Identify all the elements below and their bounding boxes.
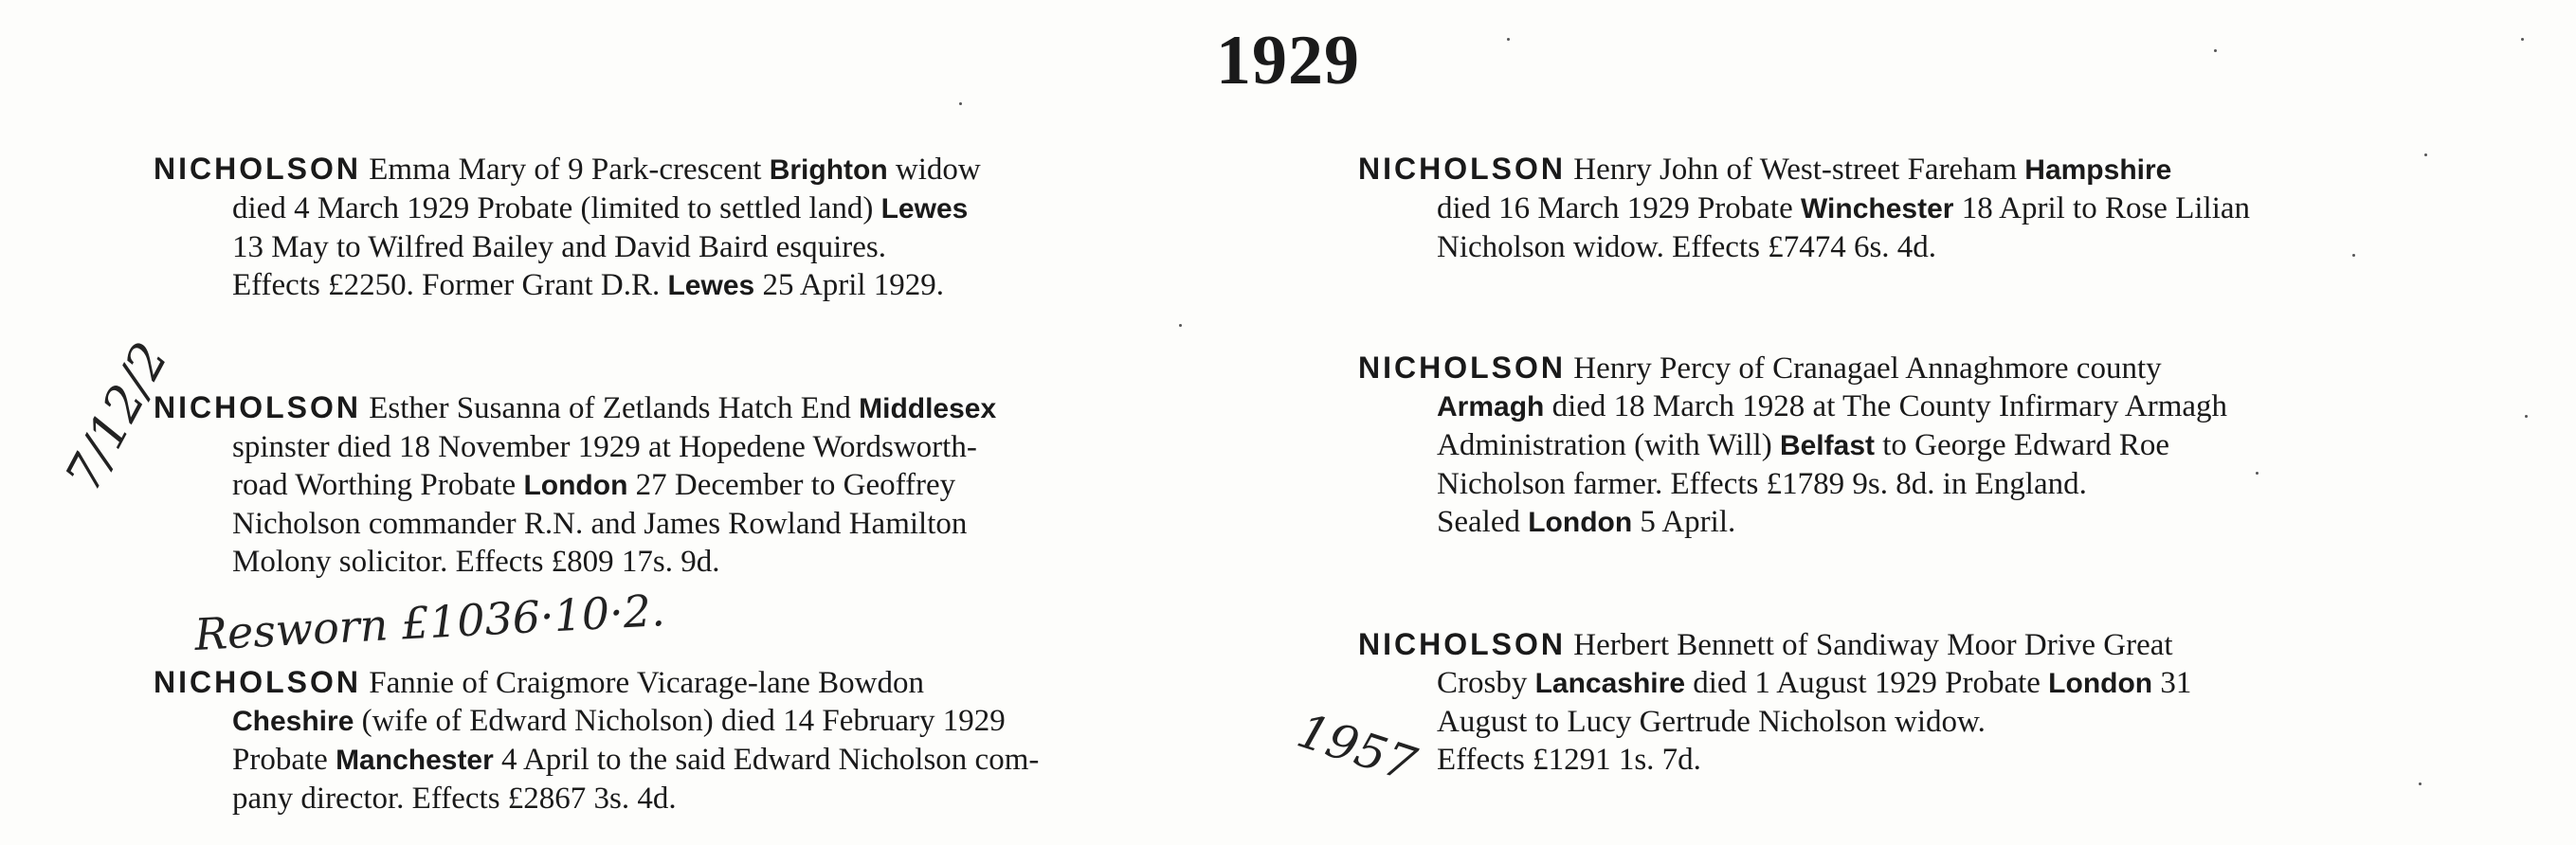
entry-surname: NICHOLSON	[1358, 627, 1566, 661]
entry-text-line	[1358, 387, 2507, 426]
entry-text-line	[154, 780, 1308, 818]
entry-surname: NICHOLSON	[1358, 152, 1566, 186]
entry-text: Molony solicitor. Effects £809 17s. 9d.	[232, 545, 720, 579]
probate-entry	[154, 388, 1308, 581]
entry-text-line	[154, 505, 1308, 543]
entry-text: died 16 March 1929 Probate	[1437, 191, 1801, 225]
entry-text: 13 May to Wilfred Bailey and David Baird esquires.	[232, 230, 886, 264]
probate-entry	[154, 150, 1308, 305]
entry-text: Crosby	[1437, 666, 1535, 700]
entry-text-line	[1358, 228, 2507, 266]
handwritten-year-note: 1957	[1291, 703, 1424, 793]
entry-place-name: Manchester	[336, 745, 494, 776]
entry-place-name: Lewes	[880, 193, 969, 225]
entry-text: Henry Percy of Cranagael Annaghmore county	[1566, 351, 2162, 386]
entry-text: Esther Susanna of Zetlands Hatch End	[361, 391, 860, 425]
entry-text-line	[154, 266, 1308, 305]
entry-text: Administration (with Will)	[1437, 428, 1780, 462]
entry-text: Probate	[232, 743, 336, 777]
entry-place-name: Belfast	[1779, 430, 1875, 461]
scan-speck	[2256, 472, 2259, 475]
scan-speck	[2424, 153, 2427, 156]
entry-text: Emma Mary of 9 Park-crescent	[361, 153, 770, 187]
entry-place-name: Lewes	[667, 270, 755, 301]
scan-speck	[1507, 38, 1510, 41]
entry-text: died 1 August 1929 Probate	[1685, 666, 2049, 700]
entry-text-line	[1358, 189, 2507, 228]
entry-text: 25 April 1929.	[754, 268, 945, 302]
entry-text: (wife of Edward Nicholson) died 14 February 1929	[354, 704, 1006, 738]
entry-text: to George Edward Roe	[1875, 428, 2169, 462]
entry-text: died 18 March 1928 at The County Infirmary Armagh	[1544, 389, 2228, 423]
entry-place-name: London	[2048, 668, 2153, 699]
entry-text-line	[154, 189, 1308, 228]
entry-text-line	[154, 466, 1308, 505]
entry-place-name: Middlesex	[859, 393, 997, 424]
entry-text: Effects £2250. Former Grant D.R.	[232, 268, 668, 302]
entry-place-name: Armagh	[1437, 391, 1545, 422]
entry-text-line	[154, 428, 1308, 466]
probate-entry	[1358, 150, 2507, 266]
entry-text-line	[1358, 503, 2507, 542]
entry-heading-line	[154, 150, 1308, 189]
entry-text: 27 December to Geoffrey	[627, 468, 956, 502]
probate-entry	[1358, 349, 2507, 542]
entry-text: pany director. Effects £2867 3s. 4d.	[232, 782, 677, 816]
entry-place-name: Cheshire	[232, 706, 354, 737]
entry-text-line	[1358, 426, 2507, 465]
entry-text: Effects £1291 1s. 7d.	[1437, 743, 1701, 777]
entry-heading-line	[1358, 625, 2507, 664]
scan-speck	[2525, 415, 2528, 418]
entry-text-line	[154, 228, 1308, 266]
entry-place-name: Winchester	[1801, 193, 1954, 225]
entry-text-line	[154, 543, 1308, 581]
entry-text: 18 April to Rose Lilian	[1953, 191, 2251, 225]
entry-heading-line	[154, 388, 1308, 428]
entry-surname: NICHOLSON	[154, 390, 361, 424]
scan-speck	[2352, 254, 2355, 257]
entry-text: died 4 March 1929 Probate (limited to settled land)	[232, 191, 881, 225]
entry-heading-line	[1358, 150, 2507, 189]
entry-text-line	[1358, 664, 2507, 703]
handwritten-resworn-note: Resworn £1036·10·2.	[192, 584, 666, 660]
entry-text-line	[154, 741, 1308, 780]
entry-place-name: London	[1528, 507, 1633, 538]
entry-place-name: Brighton	[769, 154, 888, 186]
scan-speck	[1179, 324, 1182, 327]
entry-text: 5 April.	[1632, 505, 1736, 539]
scan-speck	[959, 102, 962, 105]
scan-speck	[2214, 49, 2217, 52]
scan-speck	[2521, 38, 2524, 41]
page-year-heading: 1929	[1216, 22, 1360, 99]
entry-place-name: London	[523, 470, 628, 501]
entry-surname: NICHOLSON	[154, 152, 361, 186]
entry-text: Herbert Bennett of Sandiway Moor Drive Great	[1566, 628, 2173, 662]
entry-text: August to Lucy Gertrude Nicholson widow.	[1437, 705, 1986, 739]
entry-text-line	[1358, 465, 2507, 503]
entry-text: Nicholson farmer. Effects £1789 9s. 8d. in England.	[1437, 467, 2087, 501]
entry-text: Fannie of Craigmore Vicarage-lane Bowdon	[361, 666, 924, 700]
entry-text-line	[1358, 703, 2507, 741]
scan-speck	[2419, 782, 2422, 785]
entry-place-name: Lancashire	[1534, 668, 1686, 699]
entry-heading-line	[1358, 349, 2507, 387]
entry-text: Henry John of West-street Fareham	[1566, 153, 2025, 187]
entry-text: 4 April to the said Edward Nicholson com-	[493, 743, 1040, 777]
entry-text-line	[1358, 741, 2507, 779]
probate-entry	[154, 663, 1308, 818]
entry-surname: NICHOLSON	[1358, 351, 1566, 385]
entry-place-name: Hampshire	[2024, 154, 2172, 186]
entry-text: widow	[887, 153, 981, 187]
handwritten-margin-note: 7/12/2	[55, 333, 180, 501]
entry-heading-line	[154, 663, 1308, 702]
entry-surname: NICHOLSON	[154, 665, 361, 699]
entry-text: spinster died 18 November 1929 at Hopedene Wordsworth-	[232, 430, 977, 464]
entry-text: Nicholson commander R.N. and James Rowland Hamilton	[232, 507, 968, 541]
probate-entry	[1358, 625, 2507, 779]
entry-text-line	[154, 702, 1308, 741]
entry-text: road Worthing Probate	[232, 468, 524, 502]
entry-text: 31	[2152, 666, 2192, 700]
entry-text: Sealed	[1437, 505, 1529, 539]
entry-text: Nicholson widow. Effects £7474 6s. 4d.	[1437, 230, 1937, 264]
